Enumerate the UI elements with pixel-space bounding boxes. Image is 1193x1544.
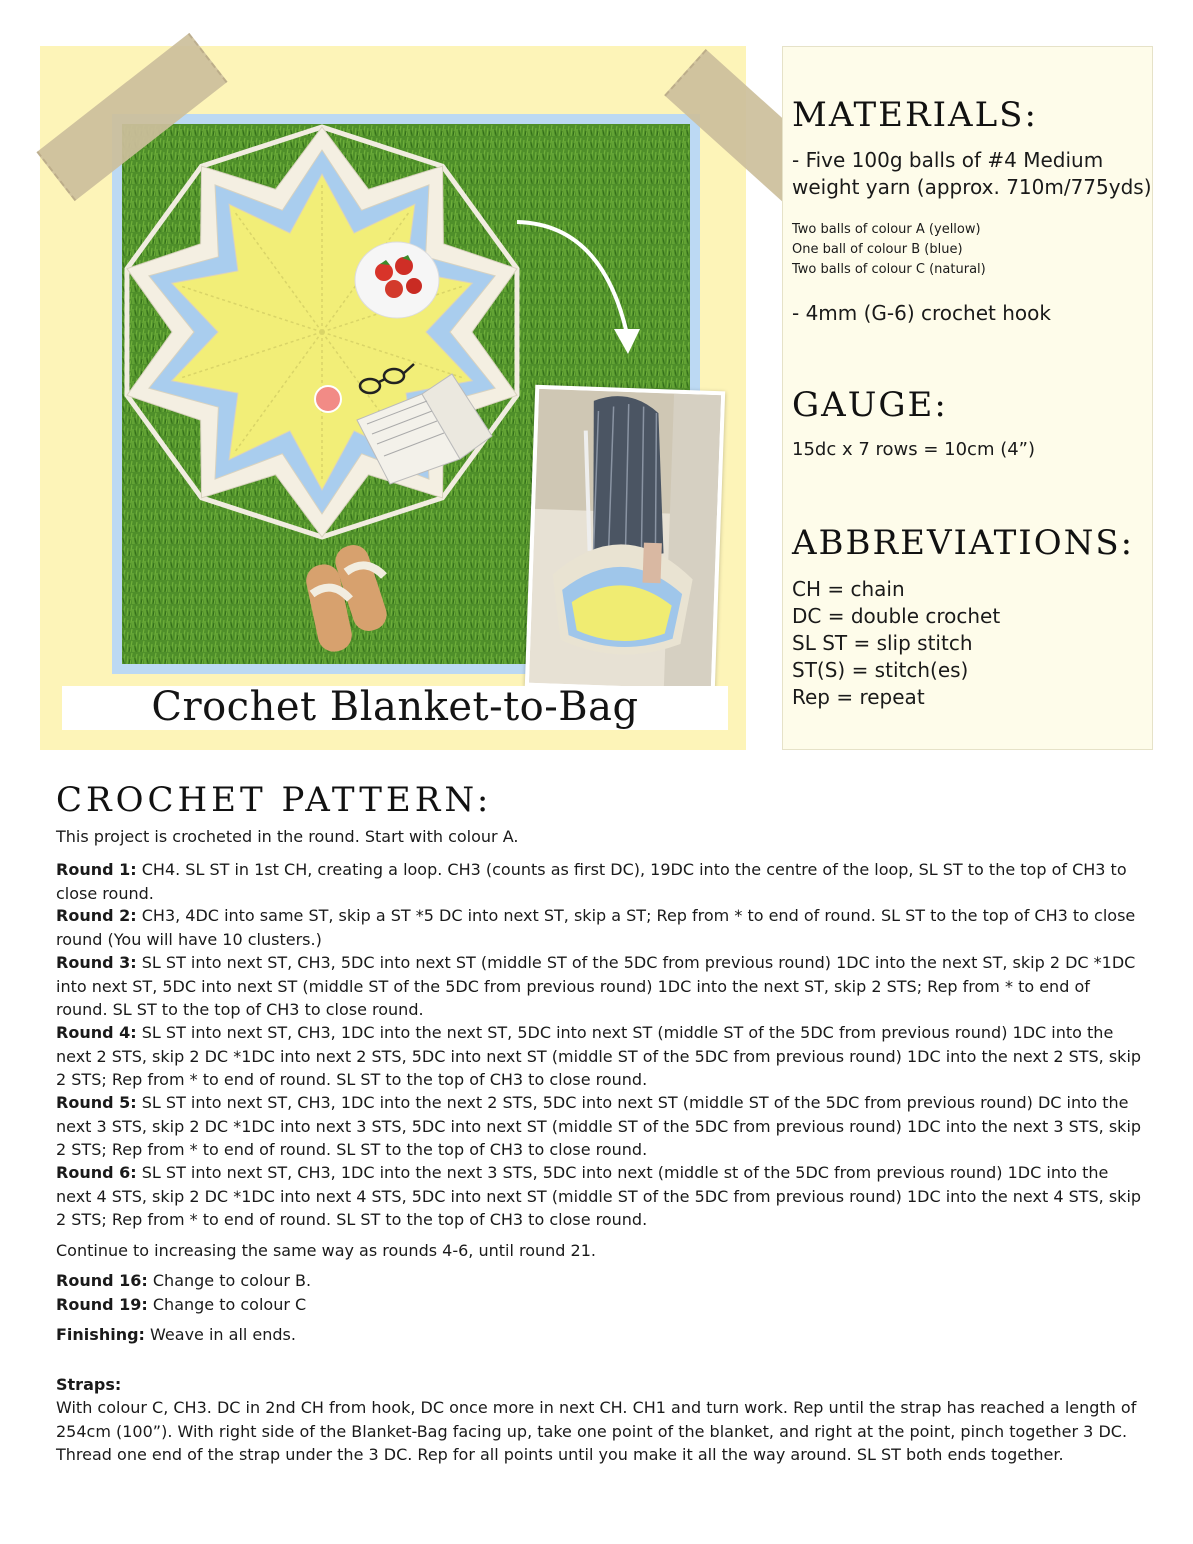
materials-panel (782, 46, 1153, 750)
round-label: Round 4: (56, 1023, 137, 1042)
round-text: SL ST into next ST, CH3, 1DC into the next ST, 5DC into next ST (middle ST of the 5DC from previous round) 1DC into the next 2 STS, skip 2 DC *1DC into next 2 STS, 5DC into next ST (middle ST of the 5DC from previous round) 1DC into the next 2 STS, skip 2 STS; Rep from * to end of round. SL ST to the top of CH3 to close round. (56, 1023, 1142, 1089)
strawberry-plate (355, 242, 439, 318)
round19-text: Change to colour C (152, 1295, 307, 1314)
round-paragraph (56, 904, 1146, 951)
round19-line (56, 1293, 1146, 1317)
pattern-heading: CROCHET PATTERN: (56, 780, 493, 820)
round-label: Round 1: (56, 860, 137, 879)
straps-text: With colour C, CH3. DC in 2nd CH from hook, DC once more in next CH. CH1 and turn work. Rep until the strap has reached a length of 254cm (100”). With right side of the Blanket-Bag facing up, take one point of the blanket, and right at the point, pinch together 3 DC. Thread one end of the strap under the 3 DC. Rep for all points until you make it all the way around. SL ST both ends together. (56, 1398, 1137, 1464)
round-paragraph (56, 951, 1146, 1022)
round-text: SL ST into next ST, CH3, 1DC into the next 2 STS, 5DC into next ST (middle ST of the 5DC from previous round) DC into the next 3 STS, skip 2 DC *1DC into next 3 STS, 5DC into next ST (middle ST of the 5DC from previous round) 1DC into the next 3 STS, skip 2 STS; Rep from * to end of round. SL ST to the top of CH3 to close round. (56, 1093, 1142, 1159)
round-text: CH3, 4DC into same ST, skip a ST *5 DC into next ST, skip a ST; Rep from * to end of round. SL ST to the top of CH3 to close round (You will have 10 clusters.) (56, 906, 1136, 949)
abbreviation-item: Rep = repeat (792, 685, 925, 709)
finishing-line (56, 1323, 1146, 1347)
straps-heading: Straps: (56, 1375, 122, 1394)
materials-heading: MATERIALS: (792, 95, 1038, 135)
materials-yarn-line1: - Five 100g balls of #4 Medium (792, 148, 1104, 172)
round-label: Round 5: (56, 1093, 137, 1112)
abbreviation-item: ST(S) = stitch(es) (792, 658, 969, 682)
pattern-intro: This project is crocheted in the round. Start with colour A. (56, 827, 519, 846)
abbreviations-list (792, 576, 1000, 711)
round-label: Round 6: (56, 1163, 137, 1182)
round-paragraph (56, 858, 1146, 905)
round-paragraph (56, 1091, 1146, 1162)
round-label: Round 3: (56, 953, 137, 972)
round16-text: Change to colour B. (152, 1271, 312, 1290)
hero-panel (40, 46, 746, 750)
bag-illustration (529, 389, 721, 689)
star-blanket (127, 127, 517, 537)
finishing-text: Weave in all ends. (150, 1325, 296, 1344)
round16-line (56, 1269, 1146, 1293)
straps-label (56, 1373, 1146, 1397)
materials-colour-b: One ball of colour B (blue) (792, 242, 963, 257)
round19-label: Round 19: (56, 1295, 148, 1314)
materials-colour-c: Two balls of colour C (natural) (792, 262, 986, 277)
round-text: SL ST into next ST, CH3, 5DC into next ST (middle ST of the 5DC from previous round) 1DC into the next ST, skip 2 DC *1DC into next ST, 5DC into next ST (middle ST of the 5DC from previous round) 1DC into the next ST, skip 2 STS; Rep from * to end of round. SL ST to the top of CH3 to close round. (56, 953, 1136, 1019)
gauge-heading: GAUGE: (792, 385, 948, 425)
round-text: SL ST into next ST, CH3, 1DC into the next 3 STS, 5DC into next (middle st of the 5DC from previous round) 1DC into the next 4 STS, skip 2 DC *1DC into next 4 STS, 5DC into next ST (middle ST of the 5DC from previous round) 1DC into the next 4 STS, skip 2 STS; Rep from * to end of round. SL ST to the top of CH3 to close round. (56, 1163, 1142, 1229)
materials-colour-a: Two balls of colour A (yellow) (792, 222, 981, 237)
hero-title: Crochet Blanket-to-Bag (151, 684, 639, 730)
hero-title-box (62, 686, 728, 730)
finishing-label: Finishing: (56, 1325, 145, 1344)
materials-hook: - 4mm (G-6) crochet hook (792, 301, 1051, 325)
abbreviations-heading: ABBREVIATIONS: (792, 523, 1135, 563)
round-paragraph (56, 1021, 1146, 1092)
abbreviation-item: SL ST = slip stitch (792, 631, 973, 655)
bag-photo (525, 385, 725, 693)
gauge-value: 15dc x 7 rows = 10cm (4”) (792, 439, 1036, 460)
round-text: CH4. SL ST in 1st CH, creating a loop. CH3 (counts as first DC), 19DC into the centre of the loop, SL ST to the top of CH3 to close round. (56, 860, 1127, 903)
round16-label: Round 16: (56, 1271, 148, 1290)
round-paragraph (56, 1161, 1146, 1232)
abbreviation-item: DC = double crochet (792, 604, 1001, 628)
abbreviation-item: CH = chain (792, 577, 905, 601)
juice-glass (315, 386, 341, 412)
round-label: Round 2: (56, 906, 137, 925)
materials-yarn-line2: weight yarn (approx. 710m/775yds) (792, 175, 1152, 199)
continue-note: Continue to increasing the same way as rounds 4-6, until round 21. (56, 1241, 596, 1260)
